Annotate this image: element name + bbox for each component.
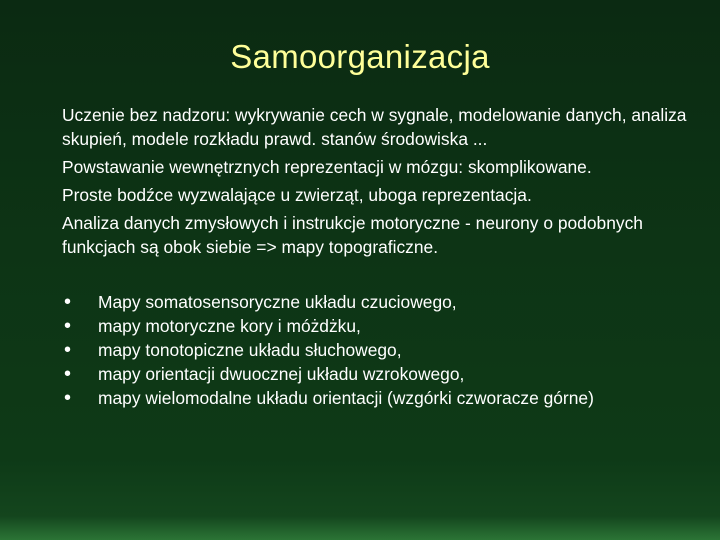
list-item	[64, 290, 704, 314]
list-item-text: mapy motoryczne kory i móżdżku,	[98, 316, 361, 336]
list-item	[64, 386, 704, 410]
bottom-gradient-band	[0, 516, 720, 540]
bullet-icon: •	[64, 315, 72, 337]
bullet-icon: •	[64, 387, 72, 409]
list-item-text: Mapy somatosensoryczne układu czuciowego,	[98, 292, 457, 312]
paragraph: Powstawanie wewnętrznych reprezentacji w mózgu: skomplikowane.	[62, 157, 592, 177]
list-item	[64, 338, 704, 362]
list-item-text: mapy wielomodalne układu orientacji (wzgórki czworacze górne)	[98, 388, 594, 408]
list-item	[64, 362, 704, 386]
bullet-icon: •	[64, 291, 72, 313]
list-item	[64, 314, 704, 338]
slide-title: Samoorganizacja	[230, 38, 490, 75]
paragraph: Proste bodźce wyzwalające u zwierząt, uboga reprezentacja.	[62, 185, 532, 205]
paragraph: Uczenie bez nadzoru: wykrywanie cech w sygnale, modelowanie danych, analiza skupień, modele rozkładu prawd. stanów środowiska ...	[62, 105, 687, 149]
list-item-text: mapy orientacji dwuocznej układu wzrokowego,	[98, 364, 465, 384]
bullet-list	[64, 290, 704, 410]
paragraph: Analiza danych zmysłowych i instrukcje motoryczne - neurony o podobnych funkcjach są obok siebie => mapy topograficzne.	[62, 213, 643, 257]
list-item-text: mapy tonotopiczne układu słuchowego,	[98, 340, 402, 360]
slide-body	[62, 103, 702, 263]
bullet-icon: •	[64, 339, 72, 361]
bullet-icon: •	[64, 363, 72, 385]
